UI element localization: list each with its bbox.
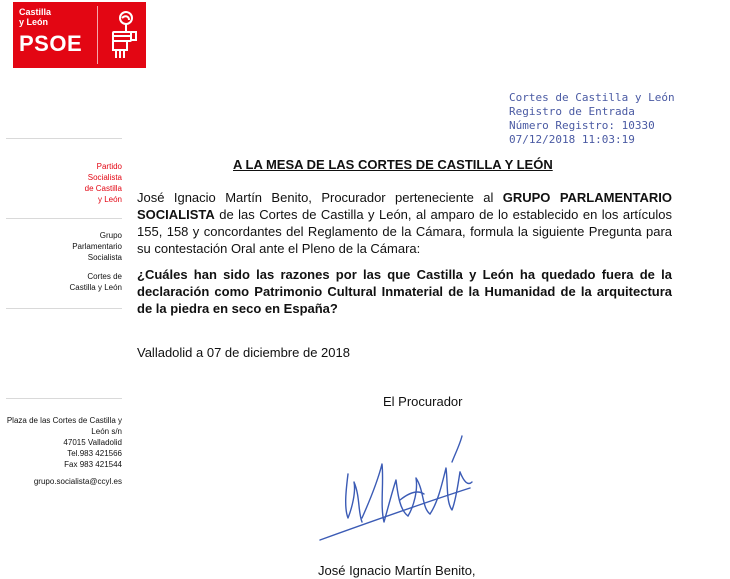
sidebar-line: Socialista xyxy=(87,253,122,262)
sidebar-cortes xyxy=(70,271,122,293)
sidebar-group xyxy=(72,230,122,263)
logo-divider xyxy=(97,6,98,64)
sidebar-line: Socialista xyxy=(87,173,122,182)
fist-rose-icon xyxy=(107,10,139,60)
signer-title: El Procurador xyxy=(383,394,463,409)
date-line: Valladolid a 07 de diciembre de 2018 xyxy=(137,345,350,360)
logo-brand-text: PSOE xyxy=(19,31,83,56)
sidebar-line: y León xyxy=(97,195,122,204)
intro-group: GRUPO PARLAMENTARIO SOCIALISTA xyxy=(137,190,673,222)
logo-region-text: Castilla y León xyxy=(19,7,52,27)
question-text: ¿Cuáles han sido las razones por las que Castilla y León ha quedado fuera de la declaración como Patrimonio Cultural Inmaterial de la Humanidad de la arquitectura de la piedra en seco en España? xyxy=(137,267,672,316)
sidebar-line: de Castilla xyxy=(84,184,122,193)
handwritten-signature xyxy=(300,422,500,562)
sidebar-divider xyxy=(6,138,122,139)
intro-rest: de las Cortes de Castilla y León, al amparo de lo establecido en los artículos 155, 158 y concordantes del Reglamento de la Cámara, formula la siguiente Pregunta para su contestación Oral ante el Pleno de la Cámara: xyxy=(137,207,672,256)
stamp-line: Número Registro: 10330 xyxy=(509,119,655,132)
sidebar-party xyxy=(85,161,122,205)
registry-stamp xyxy=(509,91,675,147)
sidebar-line: Partido xyxy=(96,162,122,171)
sidebar-line: Castilla y León xyxy=(69,283,122,292)
stamp-line: Cortes de Castilla y León xyxy=(509,91,675,104)
sidebar-line: Fax 983 421544 xyxy=(64,460,122,469)
sidebar-address xyxy=(7,415,122,470)
sidebar-line: Cortes de xyxy=(87,272,122,281)
sidebar-line: Grupo xyxy=(99,231,122,240)
intro-paragraph xyxy=(137,189,672,257)
stamp-line: 07/12/2018 11:03:19 xyxy=(509,133,635,146)
sidebar-line: Plaza de las Cortes de Castilla y xyxy=(6,416,122,425)
document-heading: A LA MESA DE LAS CORTES DE CASTILLA Y LEÓN xyxy=(233,157,553,172)
sidebar-divider xyxy=(6,398,122,399)
sidebar-divider xyxy=(6,308,122,309)
sidebar-email[interactable]: grupo.socialista@ccyl.es xyxy=(33,477,122,486)
sidebar-line: León s/n xyxy=(91,427,122,436)
signer-name: José Ignacio Martín Benito, xyxy=(318,563,476,578)
sidebar-line: Tel.983 421566 xyxy=(67,449,122,458)
sidebar-line: 47015 Valladolid xyxy=(63,438,122,447)
psoe-logo xyxy=(13,2,146,68)
stamp-line: Registro de Entrada xyxy=(509,105,635,118)
intro-name: José Ignacio Martín Benito, Procurador perteneciente al xyxy=(137,190,503,205)
sidebar-divider xyxy=(6,218,122,219)
sidebar-line: Parlamentario xyxy=(72,242,122,251)
